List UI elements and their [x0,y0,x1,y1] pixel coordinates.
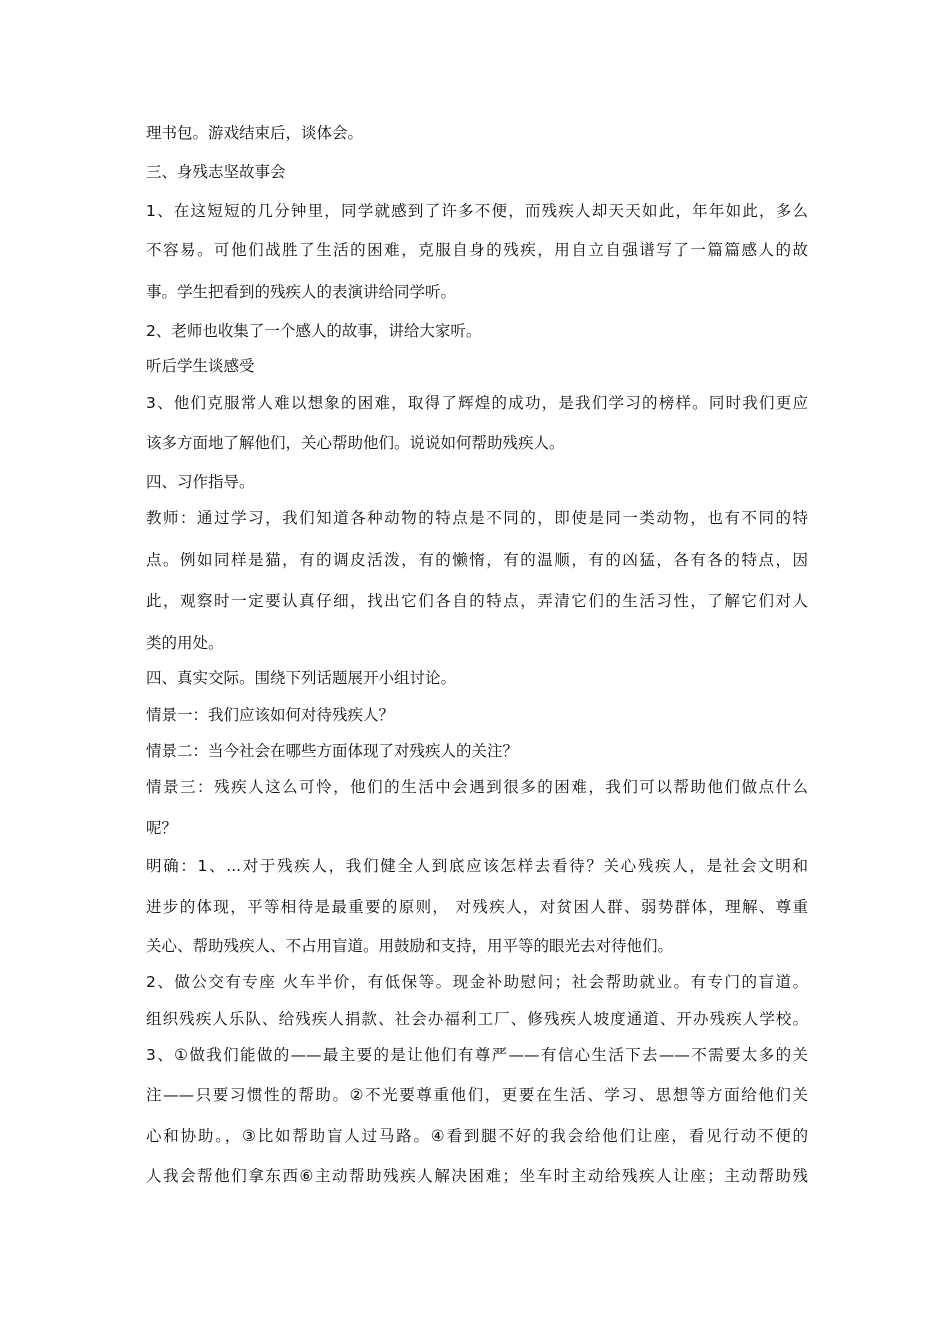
text-line: 3、①做我们能做的——最主要的是让他们有尊严——有信心生活下去——不需要太多的关 [146,1046,808,1064]
text-line: 听后学生谈感受 [146,357,255,375]
text-line: 情景一：我们应该如何对待残疾人？ [146,706,395,724]
text-line: 2、做公交有专座 火车半价，有低保等。现金补助慰问；社会帮助就业。有专门的盲道。 [146,973,808,991]
text-line: 3、他们克服常人难以想象的困难，取得了辉煌的成功，是我们学习的榜样。同时我们更应 [146,394,808,412]
text-line: 1、在这短短的几分钟里，同学就感到了许多不便，而残疾人却天天如此，年年如此，多么 [146,202,808,220]
text-line: 进步的体现，平等相待是最重要的原则， 对残疾人，对贫困人群、弱势群体，理解、尊重 [146,898,808,916]
text-line: 人我会帮他们拿东西⑥主动帮助残疾人解决困难；坐车时主动给残疾人让座；主动帮助残 [146,1167,808,1185]
text-line: 2、老师也收集了一个感人的故事，讲给大家听。 [146,322,482,340]
section-heading: 四、习作指导。 [146,473,255,491]
text-line: 点。例如同样是猫，有的调皮活泼，有的懒惰，有的温顺，有的凶猛，各有各的特点，因 [146,551,808,569]
text-line: 注——只要习惯性的帮助。②不光要尊重他们，更要在生活、学习、思想等方面给他们关 [146,1086,808,1104]
section-heading: 三、身残志坚故事会 [146,163,286,181]
section-heading: 四、真实交际。围绕下列话题展开小组讨论。 [146,669,457,687]
text-line: 关心、帮助残疾人、不占用盲道。用鼓励和支持，用平等的眼光去对待他们。 [146,937,674,955]
text-line: 心和协助。，③比如帮助盲人过马路。④看到腿不好的我会给他们让座，看见行动不便的 [146,1127,808,1145]
text-line: 不容易。可他们战胜了生活的困难，克服自身的残疾，用自立自强谱写了一篇篇感人的故 [146,241,808,259]
text-line: 此，观察时一定要认真仔细，找出它们各自的特点，弄清它们的生活习性，了解它们对人 [146,592,808,610]
text-line: 情景二：当今社会在哪些方面体现了对残疾人的关注？ [146,742,519,760]
text-line: 理书包。游戏结束后，谈体会。 [146,124,364,142]
text-line: 事。学生把看到的残疾人的表演讲给同学听。 [146,283,457,301]
text-line: 教师：通过学习，我们知道各种动物的特点是不同的，即使是同一类动物，也有不同的特 [146,509,808,527]
text-line: 情景三：残疾人这么可怜，他们的生活中会遇到很多的困难，我们可以帮助他们做点什么 [146,778,808,796]
text-line: 明确：1、...对于残疾人，我们健全人到底应该怎样去看待？关心残疾人，是社会文明和 [146,857,808,875]
text-line: 该多方面地了解他们，关心帮助他们。说说如何帮助残疾人。 [146,434,565,452]
text-line: 呢？ [146,819,178,837]
text-line: 组织残疾人乐队、给残疾人捐款、社会办福利工厂、修残疾人坡度通道、开办残疾人学校。 [146,1010,808,1028]
text-line: 类的用处。 [146,634,224,652]
